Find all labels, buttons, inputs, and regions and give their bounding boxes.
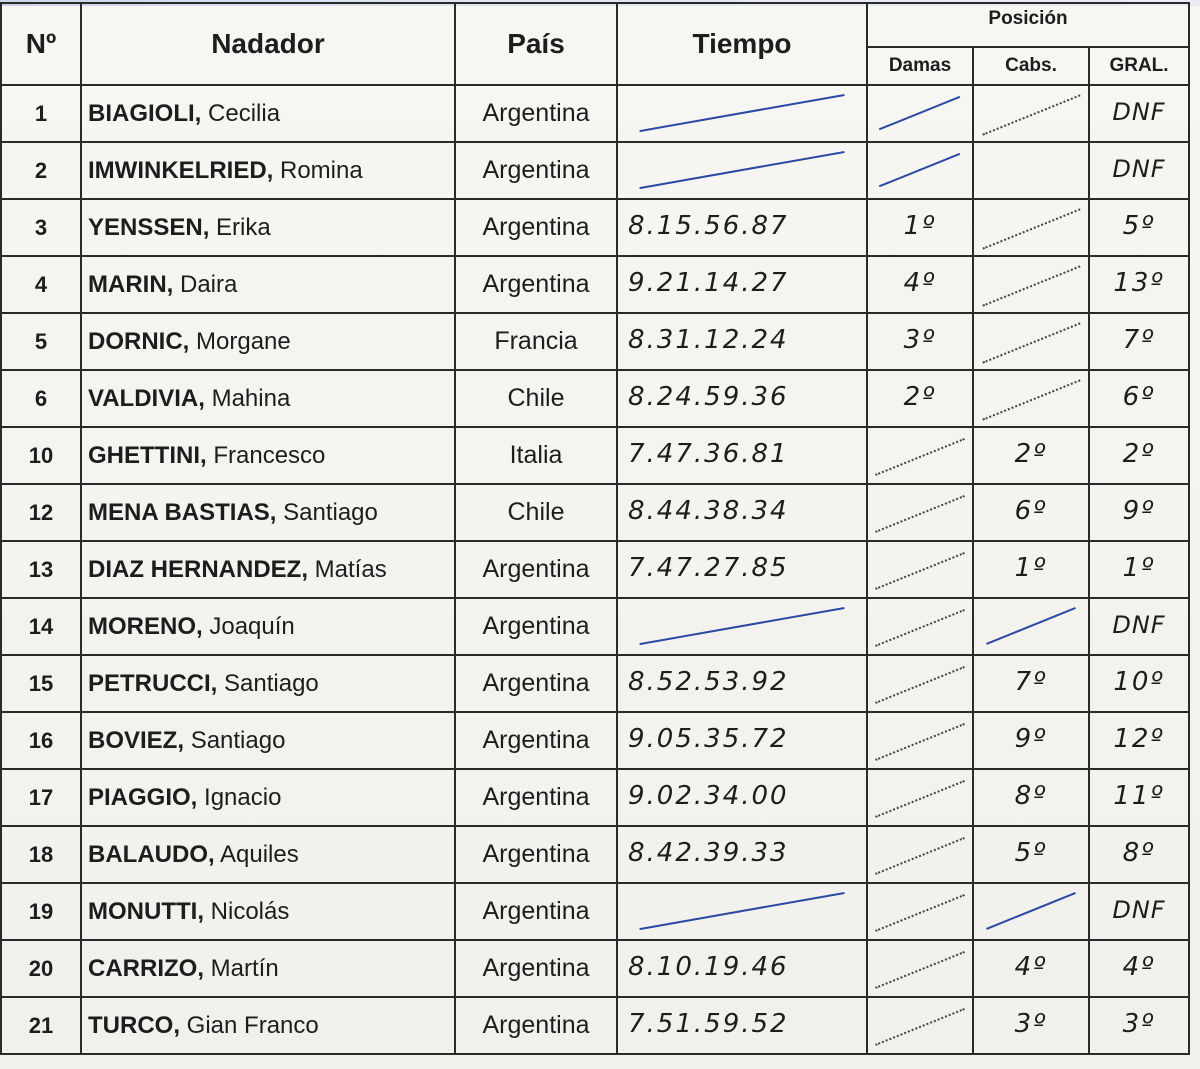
row-number: 17 bbox=[1, 769, 81, 826]
position-overall-value: 2º bbox=[1122, 439, 1156, 469]
row-number: 1 bbox=[1, 85, 81, 142]
table-row bbox=[1, 427, 1189, 484]
swimmer-surname: YENSSEN, bbox=[88, 213, 210, 241]
swimmer-given-name: Cecilia bbox=[208, 99, 281, 127]
swimmer-country: Francia bbox=[455, 313, 617, 370]
dotted-strike-line bbox=[875, 837, 964, 875]
swimmer-given-name: Joaquín bbox=[209, 612, 295, 640]
position-women bbox=[867, 256, 973, 313]
swimmer-surname: DIAZ HERNANDEZ, bbox=[88, 555, 308, 583]
position-overall bbox=[1089, 370, 1189, 427]
position-women bbox=[867, 427, 973, 484]
swimmer-given-name: Santiago bbox=[224, 669, 319, 697]
position-heads-value: 9º bbox=[1014, 724, 1048, 754]
swim-time bbox=[617, 940, 867, 997]
swimmer-country: Argentina bbox=[455, 199, 617, 256]
table-row bbox=[1, 712, 1189, 769]
position-overall-value: 12º bbox=[1113, 724, 1165, 754]
position-overall bbox=[1089, 940, 1189, 997]
table-row bbox=[1, 541, 1189, 598]
swim-time bbox=[617, 598, 867, 655]
swimmer-surname: VALDIVIA, bbox=[88, 384, 205, 412]
swimmer-surname: BOVIEZ, bbox=[88, 726, 185, 754]
time-value: 7.51.59.52 bbox=[628, 1009, 789, 1039]
position-overall-value: 13º bbox=[1113, 268, 1165, 298]
position-overall bbox=[1089, 997, 1189, 1054]
position-overall bbox=[1089, 142, 1189, 199]
position-overall-value: DNF bbox=[1112, 155, 1166, 183]
position-women-value: 3º bbox=[903, 325, 937, 355]
strike-line bbox=[639, 94, 844, 132]
position-heads bbox=[973, 997, 1089, 1054]
position-overall-value: 7º bbox=[1122, 325, 1156, 355]
position-women bbox=[867, 883, 973, 940]
swim-time bbox=[617, 142, 867, 199]
position-heads-value: 3º bbox=[1014, 1009, 1048, 1039]
time-value: 8.24.59.36 bbox=[628, 382, 789, 412]
swimmer-surname: PIAGGIO, bbox=[88, 783, 198, 811]
swimmer-surname: PETRUCCI, bbox=[88, 669, 218, 697]
position-overall-value: 11º bbox=[1113, 781, 1165, 811]
position-overall-value: DNF bbox=[1112, 611, 1166, 639]
row-number: 19 bbox=[1, 883, 81, 940]
swimmer-name bbox=[81, 85, 455, 142]
swimmer-name bbox=[81, 826, 455, 883]
position-women bbox=[867, 940, 973, 997]
swimmer-surname: MORENO, bbox=[88, 612, 203, 640]
position-heads bbox=[973, 85, 1089, 142]
swimmer-surname: TURCO, bbox=[88, 1011, 180, 1039]
dotted-strike-line bbox=[982, 208, 1080, 249]
time-value: 8.31.12.24 bbox=[628, 325, 789, 355]
strike-line bbox=[986, 608, 1076, 646]
position-overall-value: 8º bbox=[1122, 838, 1156, 868]
row-number: 4 bbox=[1, 256, 81, 313]
position-overall bbox=[1089, 712, 1189, 769]
position-heads bbox=[973, 541, 1089, 598]
position-overall bbox=[1089, 769, 1189, 826]
position-heads bbox=[973, 313, 1089, 370]
swimmer-surname: MONUTTI, bbox=[88, 897, 204, 925]
swimmer-given-name: Ignacio bbox=[204, 783, 282, 811]
position-overall-value: DNF bbox=[1112, 896, 1166, 924]
swimmer-country: Argentina bbox=[455, 883, 617, 940]
swimmer-name bbox=[81, 256, 455, 313]
position-overall bbox=[1089, 484, 1189, 541]
swimmer-given-name: Daira bbox=[180, 270, 238, 298]
position-heads-value: 7º bbox=[1014, 667, 1048, 697]
dotted-strike-line bbox=[875, 723, 964, 761]
swimmer-surname: DORNIC, bbox=[88, 327, 190, 355]
table-row bbox=[1, 370, 1189, 427]
position-women bbox=[867, 142, 973, 199]
time-value: 8.42.39.33 bbox=[628, 838, 789, 868]
position-heads bbox=[973, 883, 1089, 940]
swim-time bbox=[617, 199, 867, 256]
swim-time bbox=[617, 484, 867, 541]
swimmer-given-name: Erika bbox=[216, 213, 271, 241]
col-header-time: Tiempo bbox=[617, 3, 867, 85]
position-heads-value: 8º bbox=[1014, 781, 1048, 811]
swimmer-name bbox=[81, 199, 455, 256]
swim-time bbox=[617, 370, 867, 427]
swim-time bbox=[617, 85, 867, 142]
swimmer-name bbox=[81, 712, 455, 769]
row-number: 18 bbox=[1, 826, 81, 883]
dotted-strike-line bbox=[875, 609, 964, 647]
row-number: 20 bbox=[1, 940, 81, 997]
row-number: 21 bbox=[1, 997, 81, 1054]
swimmer-name bbox=[81, 142, 455, 199]
position-overall bbox=[1089, 826, 1189, 883]
swimmer-surname: BALAUDO, bbox=[88, 840, 215, 868]
table-row bbox=[1, 997, 1189, 1054]
time-value: 8.15.56.87 bbox=[628, 211, 789, 241]
swim-time bbox=[617, 313, 867, 370]
swimmer-country: Chile bbox=[455, 370, 617, 427]
dotted-strike-line bbox=[875, 438, 964, 476]
swimmer-surname: MARIN, bbox=[88, 270, 174, 298]
row-number: 10 bbox=[1, 427, 81, 484]
strike-line bbox=[639, 607, 844, 645]
swimmer-name bbox=[81, 940, 455, 997]
swimmer-name bbox=[81, 769, 455, 826]
swimmer-name bbox=[81, 997, 455, 1054]
swimmer-name bbox=[81, 313, 455, 370]
results-body bbox=[1, 85, 1189, 1054]
table-row bbox=[1, 940, 1189, 997]
dotted-strike-line bbox=[875, 951, 964, 989]
position-heads-value: 5º bbox=[1014, 838, 1048, 868]
strike-line bbox=[639, 892, 844, 930]
position-overall bbox=[1089, 427, 1189, 484]
swimmer-country: Argentina bbox=[455, 598, 617, 655]
swimmer-name bbox=[81, 598, 455, 655]
time-value: 8.52.53.92 bbox=[628, 667, 789, 697]
dotted-strike-line bbox=[982, 379, 1080, 420]
swimmer-given-name: Nicolás bbox=[210, 897, 290, 925]
position-overall bbox=[1089, 883, 1189, 940]
row-number: 12 bbox=[1, 484, 81, 541]
row-number: 2 bbox=[1, 142, 81, 199]
position-heads bbox=[973, 256, 1089, 313]
position-heads bbox=[973, 826, 1089, 883]
swimmer-surname: MENA BASTIAS, bbox=[88, 498, 277, 526]
position-heads bbox=[973, 142, 1089, 199]
time-value: 7.47.36.81 bbox=[628, 439, 789, 469]
position-overall-value: 3º bbox=[1122, 1009, 1156, 1039]
dotted-strike-line bbox=[875, 552, 964, 590]
position-overall-value: 10º bbox=[1113, 667, 1165, 697]
col-header-swimmer: Nadador bbox=[81, 3, 455, 85]
swim-time bbox=[617, 826, 867, 883]
position-women-value: 4º bbox=[903, 268, 937, 298]
swimmer-country: Argentina bbox=[455, 826, 617, 883]
position-heads bbox=[973, 940, 1089, 997]
row-number: 3 bbox=[1, 199, 81, 256]
swimmer-country: Argentina bbox=[455, 769, 617, 826]
row-number: 13 bbox=[1, 541, 81, 598]
swim-time bbox=[617, 997, 867, 1054]
time-value: 9.21.14.27 bbox=[628, 268, 789, 298]
table-row bbox=[1, 199, 1189, 256]
dotted-strike-line bbox=[875, 894, 964, 932]
position-overall-value: 6º bbox=[1122, 382, 1156, 412]
position-heads bbox=[973, 370, 1089, 427]
swimmer-given-name: Mahina bbox=[211, 384, 291, 412]
table-row bbox=[1, 655, 1189, 712]
position-overall-value: 1º bbox=[1122, 553, 1156, 583]
time-value: 7.47.27.85 bbox=[628, 553, 789, 583]
position-overall bbox=[1089, 541, 1189, 598]
row-number: 14 bbox=[1, 598, 81, 655]
swimmer-country: Argentina bbox=[455, 712, 617, 769]
swimmer-country: Argentina bbox=[455, 85, 617, 142]
position-heads bbox=[973, 655, 1089, 712]
swimmer-name bbox=[81, 883, 455, 940]
position-heads-value: 2º bbox=[1014, 439, 1048, 469]
position-women bbox=[867, 769, 973, 826]
dotted-strike-line bbox=[875, 1008, 964, 1046]
swimmer-surname: GHETTINI, bbox=[88, 441, 207, 469]
swimmer-country: Argentina bbox=[455, 655, 617, 712]
position-overall-value: 9º bbox=[1122, 496, 1156, 526]
time-value: 9.02.34.00 bbox=[628, 781, 789, 811]
dotted-strike-line bbox=[875, 495, 964, 533]
swimmer-country: Argentina bbox=[455, 541, 617, 598]
position-heads bbox=[973, 769, 1089, 826]
swim-time bbox=[617, 769, 867, 826]
swim-time bbox=[617, 655, 867, 712]
position-overall bbox=[1089, 85, 1189, 142]
dotted-strike-line bbox=[875, 666, 964, 704]
table-row bbox=[1, 142, 1189, 199]
position-overall bbox=[1089, 313, 1189, 370]
header-row bbox=[1, 3, 1189, 47]
swimmer-given-name: Morgane bbox=[196, 327, 291, 355]
col-header-position: Posición bbox=[867, 3, 1189, 47]
table-row bbox=[1, 826, 1189, 883]
position-overall bbox=[1089, 199, 1189, 256]
row-number: 6 bbox=[1, 370, 81, 427]
col-header-women: Damas bbox=[867, 47, 973, 85]
swimmer-name bbox=[81, 427, 455, 484]
dotted-strike-line bbox=[982, 94, 1080, 135]
position-overall bbox=[1089, 256, 1189, 313]
position-overall bbox=[1089, 598, 1189, 655]
time-value: 8.10.19.46 bbox=[628, 952, 789, 982]
position-women bbox=[867, 826, 973, 883]
position-women bbox=[867, 85, 973, 142]
swimmer-given-name: Gian Franco bbox=[186, 1011, 319, 1039]
position-overall-value: 4º bbox=[1122, 952, 1156, 982]
table-row bbox=[1, 769, 1189, 826]
row-number: 15 bbox=[1, 655, 81, 712]
swimmer-country: Chile bbox=[455, 484, 617, 541]
swimmer-name bbox=[81, 655, 455, 712]
dotted-strike-line bbox=[982, 265, 1080, 306]
position-heads bbox=[973, 199, 1089, 256]
dotted-strike-line bbox=[875, 780, 964, 818]
position-heads bbox=[973, 712, 1089, 769]
position-women-value: 2º bbox=[903, 382, 937, 412]
position-women bbox=[867, 541, 973, 598]
dotted-strike-line bbox=[982, 322, 1080, 363]
position-overall-value: 5º bbox=[1122, 211, 1156, 241]
swimmer-country: Italia bbox=[455, 427, 617, 484]
swim-time bbox=[617, 883, 867, 940]
swimmer-surname: CARRIZO, bbox=[88, 954, 204, 982]
position-overall bbox=[1089, 655, 1189, 712]
table-row bbox=[1, 883, 1189, 940]
time-value: 9.05.35.72 bbox=[628, 724, 789, 754]
position-women bbox=[867, 598, 973, 655]
position-women bbox=[867, 370, 973, 427]
row-number: 5 bbox=[1, 313, 81, 370]
strike-line bbox=[879, 153, 961, 188]
swimmer-given-name: Matías bbox=[314, 555, 387, 583]
swimmer-surname: BIAGIOLI, bbox=[88, 99, 202, 127]
col-header-country: País bbox=[455, 3, 617, 85]
position-heads-value: 6º bbox=[1014, 496, 1048, 526]
position-women bbox=[867, 997, 973, 1054]
table-row bbox=[1, 85, 1189, 142]
swimmer-country: Argentina bbox=[455, 142, 617, 199]
position-overall-value: DNF bbox=[1112, 98, 1166, 126]
swimmer-surname: IMWINKELRIED, bbox=[88, 156, 274, 184]
position-heads-value: 1º bbox=[1014, 553, 1048, 583]
swimmer-given-name: Aquiles bbox=[220, 840, 299, 868]
swimmer-name bbox=[81, 541, 455, 598]
position-women bbox=[867, 655, 973, 712]
swimmer-given-name: Francesco bbox=[213, 441, 326, 469]
swimmer-country: Argentina bbox=[455, 940, 617, 997]
row-number: 16 bbox=[1, 712, 81, 769]
swim-time bbox=[617, 712, 867, 769]
strike-line bbox=[986, 893, 1076, 931]
swim-time bbox=[617, 427, 867, 484]
swimmer-given-name: Santiago bbox=[283, 498, 378, 526]
col-header-number: Nº bbox=[1, 3, 81, 85]
position-women bbox=[867, 712, 973, 769]
swim-time bbox=[617, 256, 867, 313]
position-women bbox=[867, 484, 973, 541]
table-row bbox=[1, 598, 1189, 655]
position-heads bbox=[973, 598, 1089, 655]
position-women bbox=[867, 313, 973, 370]
table-row bbox=[1, 256, 1189, 313]
position-heads-value: 4º bbox=[1014, 952, 1048, 982]
swimmer-name bbox=[81, 484, 455, 541]
col-header-overall: GRAL. bbox=[1089, 47, 1189, 85]
swimmer-given-name: Romina bbox=[280, 156, 363, 184]
position-heads bbox=[973, 427, 1089, 484]
strike-line bbox=[879, 96, 961, 131]
results-table bbox=[0, 2, 1190, 1055]
swim-time bbox=[617, 541, 867, 598]
strike-line bbox=[639, 151, 844, 189]
swimmer-given-name: Martín bbox=[210, 954, 279, 982]
swimmer-given-name: Santiago bbox=[190, 726, 286, 754]
swimmer-name bbox=[81, 370, 455, 427]
position-heads bbox=[973, 484, 1089, 541]
table-row bbox=[1, 484, 1189, 541]
col-header-heads: Cabs. bbox=[973, 47, 1089, 85]
swimmer-country: Argentina bbox=[455, 997, 617, 1054]
position-women bbox=[867, 199, 973, 256]
swimmer-country: Argentina bbox=[455, 256, 617, 313]
table-row bbox=[1, 313, 1189, 370]
time-value: 8.44.38.34 bbox=[628, 496, 789, 526]
position-women-value: 1º bbox=[903, 211, 937, 241]
